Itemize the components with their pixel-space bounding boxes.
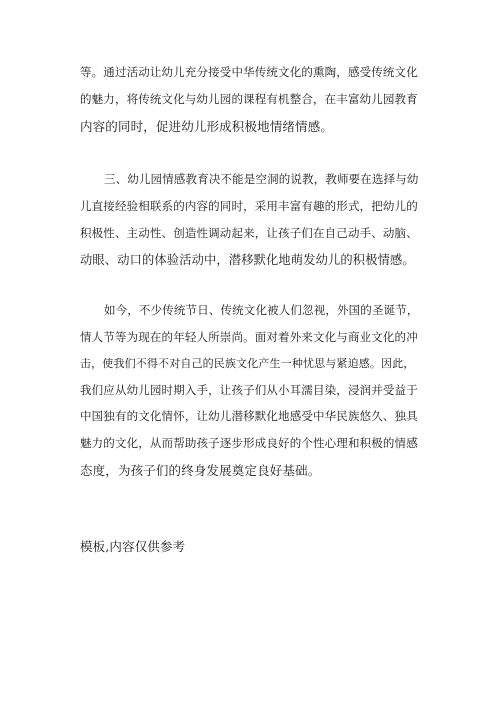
paragraph-1-line-2: 的魅力，将传统文化与幼儿园的课程有机整合，在丰富幼儿园教育	[80, 92, 418, 106]
paragraph-2-line-3: 积极性、主动性、创造性调动起来，让孩子们在自己动手、动脑、	[80, 226, 418, 240]
paragraph-3-line-4: 我们应从幼儿园时期入手，让孩子们从小耳濡目染，浸润并受益于	[80, 383, 418, 397]
paragraph-2-line-1: 三、幼儿园情感教育决不能是空洞的说教，教师要在选择与幼	[104, 172, 419, 186]
paragraph-3-line-7: 态度，为孩子们的终身发展奠定良好基础。	[80, 463, 321, 478]
paragraph-3-line-1: 如今，不少传统节日、传统文化被人们忽视，外国的圣诞节，	[104, 303, 419, 317]
paragraph-1-line-1: 等。通过活动让幼儿充分接受中华传统文化的熏陶，感受传统文化	[80, 65, 418, 79]
paragraph-2-line-2: 儿直接经验相联系的内容的同时，采用丰富有趣的形式，把幼儿的	[80, 199, 418, 213]
paragraph-3-line-2: 情人节等为现在的年轻人所崇尚。面对着外来文化与商业文化的冲	[80, 330, 418, 344]
footer-note: 模板,内容仅供参考	[80, 539, 186, 554]
paragraph-3-line-5: 中国独有的文化情怀，让幼儿潜移默化地感受中华民族悠久、独具	[80, 409, 418, 423]
paragraph-2-line-4: 动眼、动口的体验活动中，潜移默化地萌发幼儿的积极情感。	[80, 253, 415, 267]
paragraph-1-line-3: 内容的同时，促进幼儿形成积极地情绪情感。	[80, 119, 334, 134]
paragraph-3-line-3: 击，使我们不得不对自己的民族文化产生一种忧思与紧迫感。因此，	[80, 357, 415, 370]
paragraph-3-line-6: 魅力的文化，从而帮助孩子逐步形成良好的个性心理和积极的情感	[80, 436, 418, 450]
